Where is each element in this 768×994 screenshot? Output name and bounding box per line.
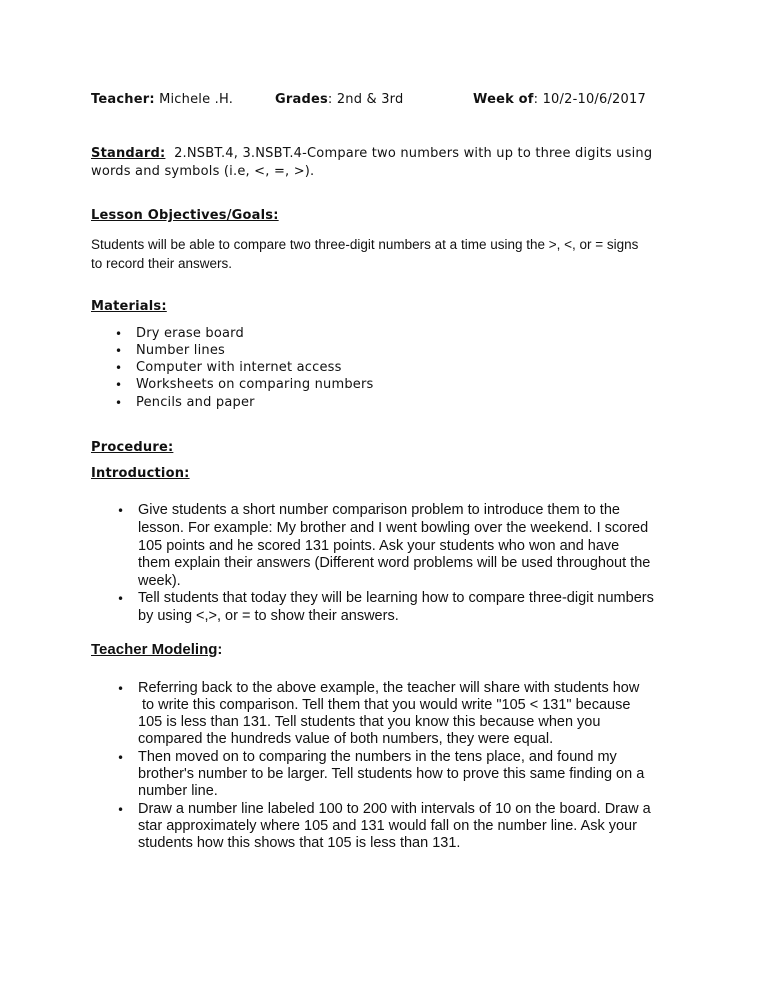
grades-label: Grades <box>275 92 328 107</box>
materials-heading: Materials: <box>91 299 167 314</box>
material-item: Number lines <box>136 343 225 358</box>
material-item: Dry erase board <box>136 326 244 341</box>
modeling-bullet-2-line: brother's number to be larger. Tell students how to prove this same finding on a <box>138 766 645 782</box>
grades-value: : 2nd & 3rd <box>327 92 404 107</box>
bullet-icon: • <box>115 361 123 375</box>
objectives-text-2: to record their answers. <box>91 256 233 271</box>
teacher-label: Teacher: <box>91 92 155 107</box>
intro-bullet-1-line: 105 points and he scored 131 points. Ask your students who won and have <box>138 538 620 554</box>
bullet-icon: • <box>115 378 123 392</box>
bullet-icon: • <box>115 327 123 341</box>
standard-text-1: 2.NSBT.4, 3.NSBT.4-Compare two numbers with up to three digits using <box>174 146 653 161</box>
bullet-icon: • <box>117 751 125 765</box>
modeling-bullet-1-line: compared the hundreds value of both numbers, they were equal. <box>138 731 554 747</box>
grades-field <box>275 92 403 107</box>
standard-line-2: words and symbols (i.e, <, =, >). <box>91 164 315 179</box>
procedure-heading: Procedure: <box>91 440 174 455</box>
intro-bullet-1-line: them explain their answers (Different word problems will be used throughout the <box>138 555 651 571</box>
material-item: Worksheets on comparing numbers <box>136 377 374 392</box>
bullet-icon: • <box>117 682 125 696</box>
teacher-modeling-colon: : <box>217 641 223 658</box>
modeling-bullet-2-line: number line. <box>138 783 218 799</box>
objectives-heading: Lesson Objectives/Goals: <box>91 208 279 223</box>
week-value: : 10/2-10/6/2017 <box>533 92 646 107</box>
intro-bullet-1-line: week). <box>138 573 181 589</box>
bullet-icon: • <box>117 592 125 606</box>
bullet-icon: • <box>117 803 125 817</box>
modeling-bullet-3-line: star approximately where 105 and 131 would fall on the number line. Ask your <box>138 818 637 834</box>
material-item: Pencils and paper <box>136 395 255 410</box>
objectives-text-1: Students will be able to compare two three-digit numbers at a time using the >, <, or = signs <box>91 237 639 252</box>
bullet-icon: • <box>117 504 125 518</box>
introduction-heading: Introduction: <box>91 466 190 481</box>
teacher-value: Michele .H. <box>159 92 234 107</box>
standard-line-1 <box>91 146 652 161</box>
modeling-bullet-1-line: 105 is less than 131. Tell students that you know this because when you <box>138 714 601 730</box>
week-field <box>473 92 646 107</box>
teacher-modeling-heading <box>91 641 222 658</box>
teacher-modeling-label: Teacher Modeling <box>91 641 218 658</box>
bullet-icon: • <box>115 396 123 410</box>
modeling-bullet-1-line: Referring back to the above example, the teacher will share with students how <box>138 680 640 696</box>
intro-bullet-2-line: by using <,>, or = to show their answers. <box>138 608 399 624</box>
modeling-bullet-1-line: to write this comparison. Tell them that you would write "105 < 131" because <box>138 697 631 713</box>
intro-bullet-1-line: lesson. For example: My brother and I went bowling over the weekend. I scored <box>138 520 649 536</box>
material-item: Computer with internet access <box>136 360 342 375</box>
week-label: Week of <box>473 92 534 107</box>
standard-label: Standard: <box>91 146 166 161</box>
intro-bullet-1-line: Give students a short number comparison problem to introduce them to the <box>138 502 620 518</box>
modeling-bullet-2-line: Then moved on to comparing the numbers in the tens place, and found my <box>138 749 617 765</box>
teacher-field <box>91 92 233 107</box>
modeling-bullet-3-line: Draw a number line labeled 100 to 200 with intervals of 10 on the board. Draw a <box>138 801 651 817</box>
bullet-icon: • <box>115 344 123 358</box>
modeling-bullet-3-line: students how this shows that 105 is less than 131. <box>138 835 461 851</box>
intro-bullet-2-line: Tell students that today they will be learning how to compare three-digit numbers <box>138 590 654 606</box>
